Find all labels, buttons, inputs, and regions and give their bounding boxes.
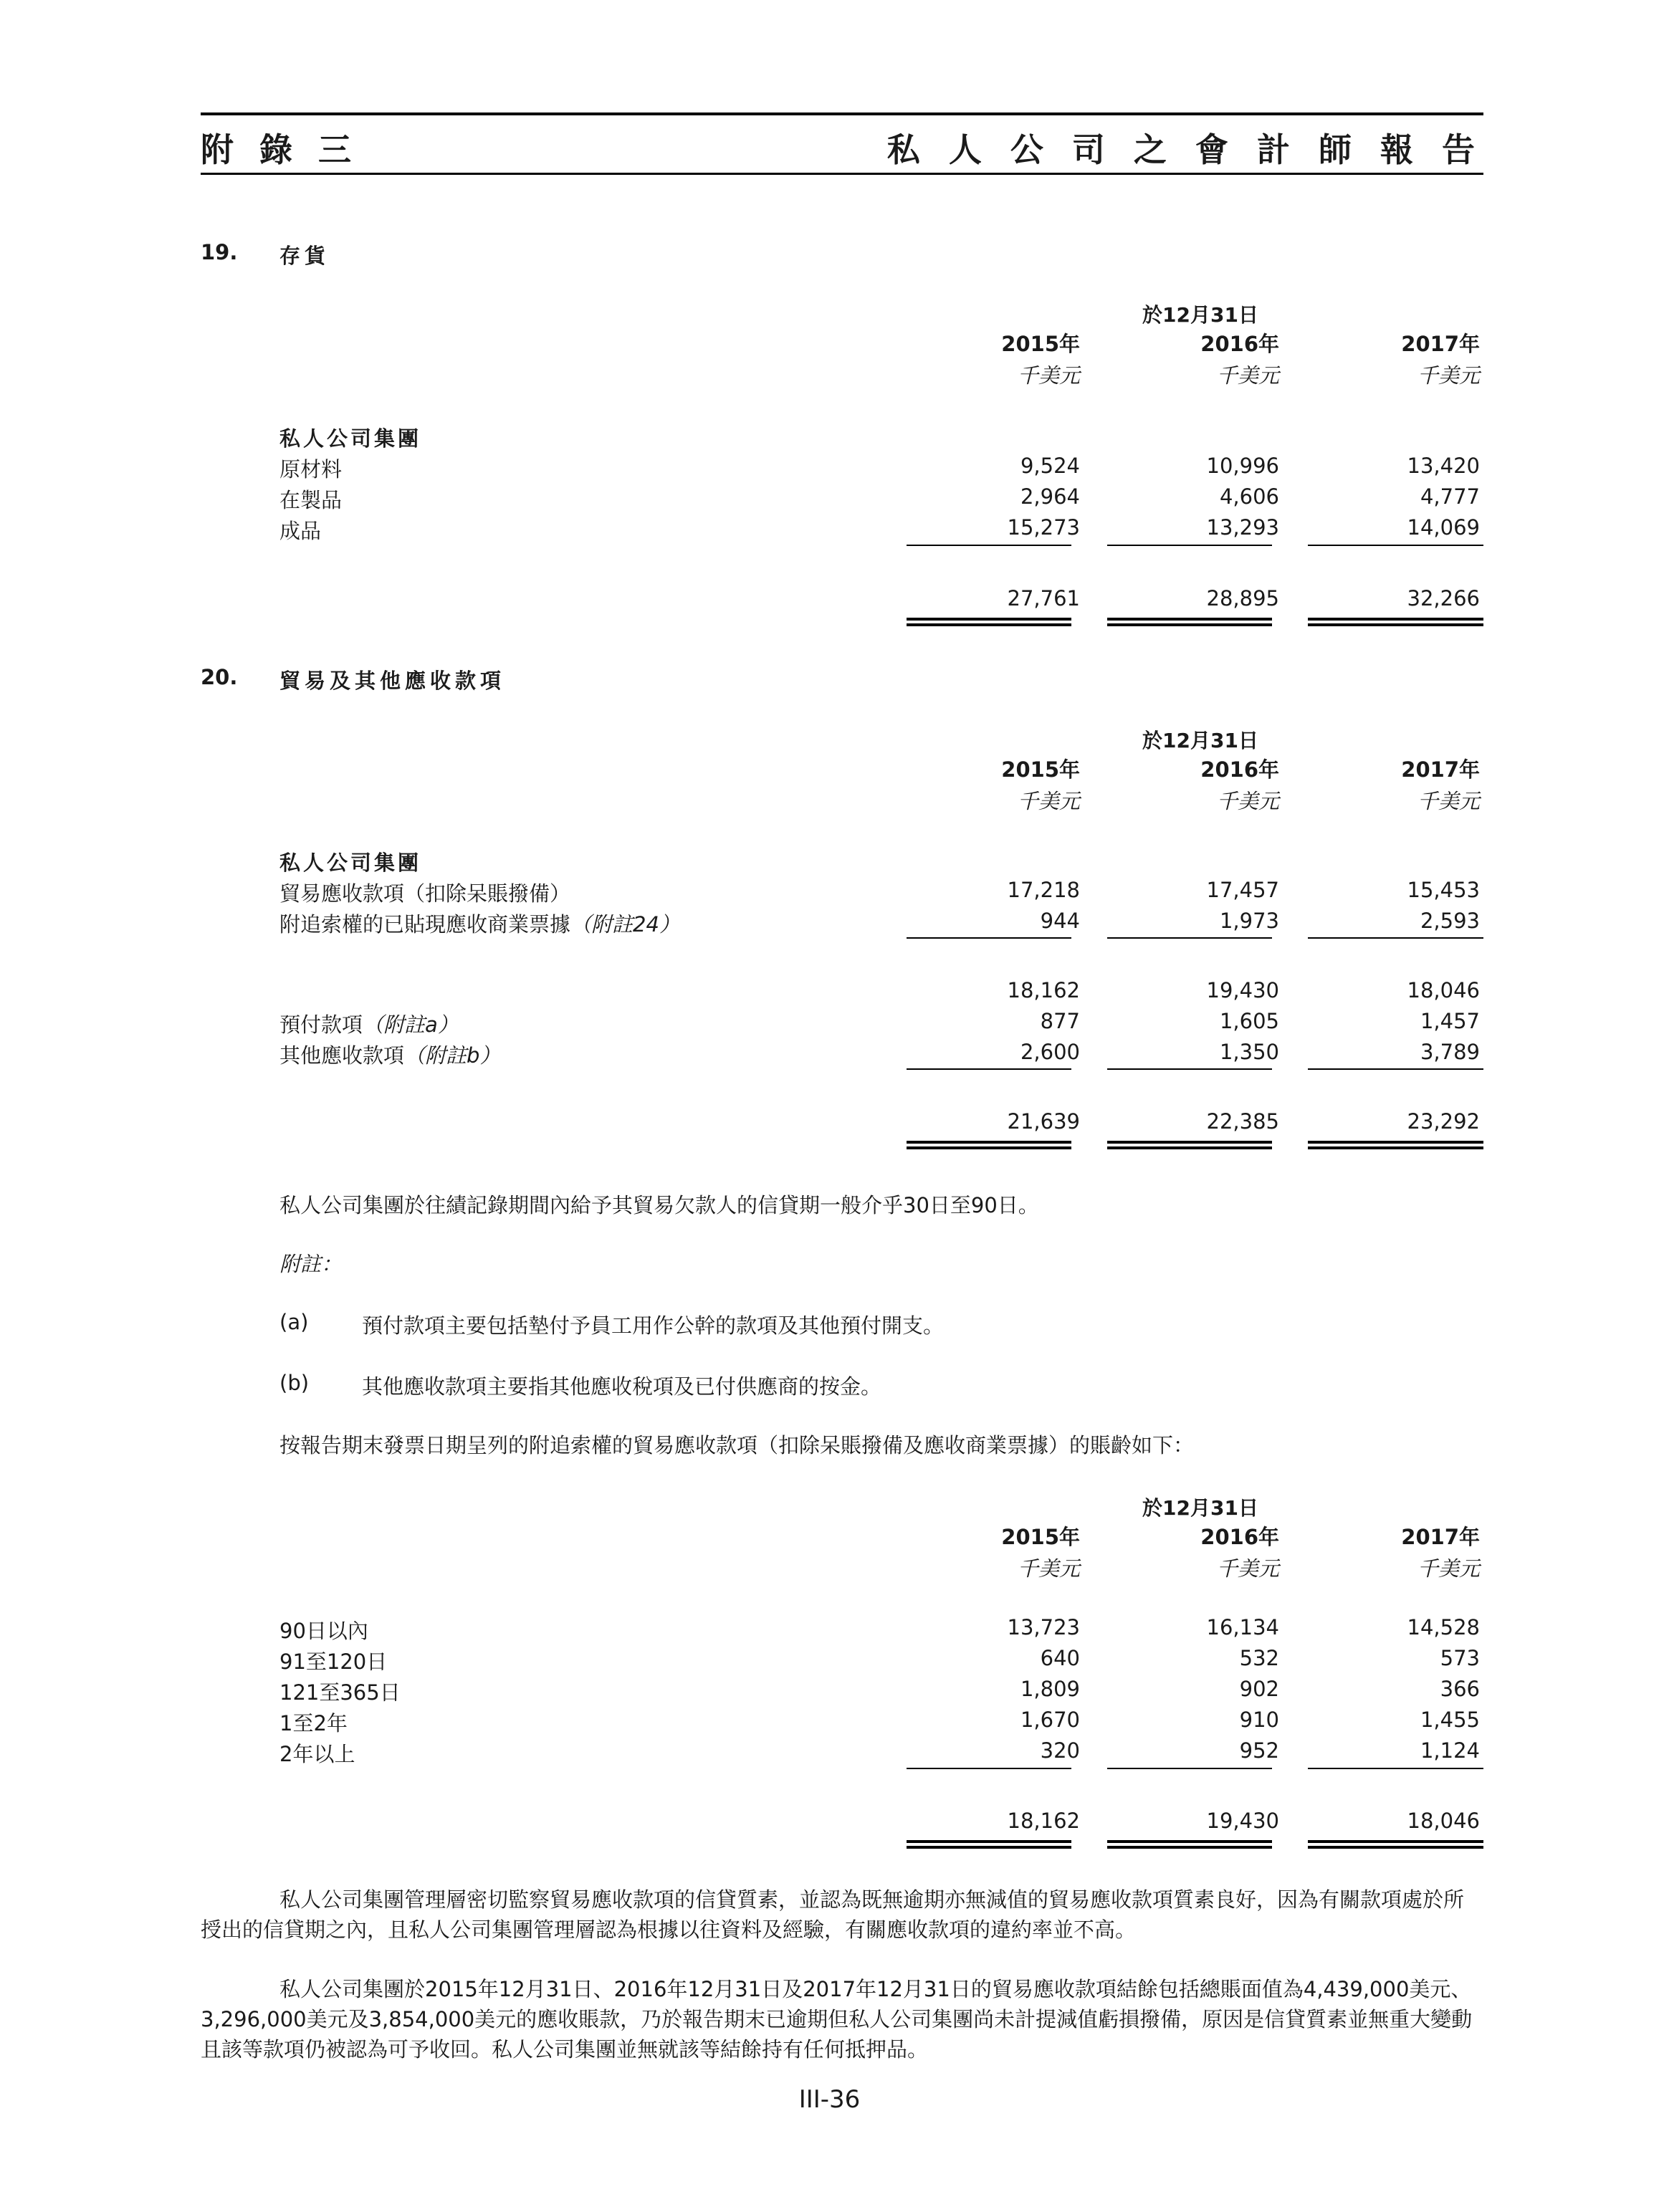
row-label xyxy=(279,1040,500,1069)
cell: 9,524 xyxy=(1020,454,1080,478)
cell: 14,069 xyxy=(1407,515,1480,540)
double-rule xyxy=(907,1840,1071,1849)
cell: 944 xyxy=(1040,909,1080,933)
cell: 14,528 xyxy=(1407,1615,1480,1639)
year-header-2015: 2015年 xyxy=(1001,757,1080,782)
credit-quality-paragraph: 私人公司集團管理層密切監察貿易應收款項的信貸質素，並認為既無逾期亦無減值的貿易應收款項質素良好，因為有關款項處於所授出的信貸期之內，且私人公司集團管理層認為根據以往資料及經驗，有關應收款項的違約率並不高。 xyxy=(201,1887,1465,1942)
cell: 366 xyxy=(1440,1677,1480,1701)
unit-header: 千美元 xyxy=(1216,789,1279,813)
rule xyxy=(1308,937,1483,939)
group-label: 私人公司集團 xyxy=(279,851,422,875)
row-label: 2年以上 xyxy=(279,1742,355,1766)
cell: 532 xyxy=(1239,1646,1279,1670)
past-due-paragraph: 私人公司集團於2015年12月31日、2016年12月31日及2017年12月31日的貿易應收款項結餘包括總賬面值為4,439,000美元、3,296,000美元及3,854,000美元的應收賬款，乃於報告期末已逾期但私人公司集團尚未計提減值虧損撥備，原因是信貸質素並無重大變動且該等款項仍被認為可予收回。私人公司集團並無就該等結餘持有任何抵押品。 xyxy=(201,1977,1473,2062)
rule xyxy=(907,1068,1071,1070)
note-a-text: 預付款項主要包括墊付予員工用作公幹的款項及其他預付開支。 xyxy=(362,1313,945,1338)
page-number: III-36 xyxy=(798,2085,861,2114)
rule xyxy=(1107,1768,1272,1769)
note-b-tag: (b) xyxy=(279,1371,310,1395)
total-cell: 21,639 xyxy=(1007,1109,1080,1134)
total-cell: 18,046 xyxy=(1407,1809,1480,1833)
note-b-text: 其他應收款項主要指其他應收稅項及已付供應商的按金。 xyxy=(362,1374,882,1399)
page-header xyxy=(201,112,1483,175)
double-rule xyxy=(907,618,1071,626)
double-rule xyxy=(1308,1141,1483,1149)
row-label: 91至120日 xyxy=(279,1650,388,1674)
cell: 952 xyxy=(1239,1738,1279,1763)
row-label xyxy=(279,878,570,907)
row-label xyxy=(279,1009,459,1038)
report-title: 私 人 公 司 之 會 計 師 報 告 xyxy=(886,130,1483,169)
rule xyxy=(1308,1068,1483,1070)
cell: 1,124 xyxy=(1420,1738,1480,1763)
year-header-2017: 2017年 xyxy=(1401,1525,1480,1549)
cell: 15,453 xyxy=(1407,878,1480,902)
total-cell: 22,385 xyxy=(1206,1109,1279,1134)
appendix-label: 附 錄 三 xyxy=(201,130,359,169)
double-rule xyxy=(1107,618,1272,626)
year-header-2017: 2017年 xyxy=(1401,332,1480,356)
row-label xyxy=(279,909,680,938)
cell: 2,600 xyxy=(1020,1040,1080,1064)
cell: 902 xyxy=(1239,1677,1279,1701)
subtotal-cell: 18,162 xyxy=(1007,978,1080,1002)
notes-heading: 附註： xyxy=(279,1252,343,1276)
total-cell: 18,162 xyxy=(1007,1809,1080,1833)
cell: 10,996 xyxy=(1206,454,1279,478)
cell: 1,350 xyxy=(1219,1040,1279,1064)
cell: 17,218 xyxy=(1007,878,1080,902)
year-header-2015: 2015年 xyxy=(1001,332,1080,356)
row-label-text: 貿易應收款項（扣除呆賬撥備） xyxy=(279,881,571,906)
total-cell: 27,761 xyxy=(1007,586,1080,611)
note-a-tag: (a) xyxy=(279,1310,309,1334)
unit-header: 千美元 xyxy=(1417,1556,1480,1581)
cell: 910 xyxy=(1239,1708,1279,1732)
cell: 13,293 xyxy=(1206,515,1279,540)
year-header-2016: 2016年 xyxy=(1200,1525,1279,1549)
rule xyxy=(1107,1068,1272,1070)
rule xyxy=(1308,1768,1483,1769)
credit-period-text: 私人公司集團於往績記錄期間內給予其貿易欠款人的信貸期一般介乎30日至90日。 xyxy=(279,1193,1039,1217)
cell: 1,457 xyxy=(1420,1009,1480,1033)
rule xyxy=(907,545,1071,546)
aging-intro: 按報告期末發票日期呈列的附追索權的貿易應收款項（扣除呆賬撥備及應收商業票據）的賬齡如下： xyxy=(279,1433,1195,1457)
year-header-2016: 2016年 xyxy=(1200,332,1279,356)
column-date-header: 於12月31日 xyxy=(1142,729,1258,752)
rule xyxy=(907,937,1071,939)
year-header-2017: 2017年 xyxy=(1401,757,1480,782)
column-date-header: 於12月31日 xyxy=(1142,1496,1258,1520)
group-label: 私人公司集團 xyxy=(279,426,422,451)
double-rule xyxy=(1308,618,1483,626)
double-rule xyxy=(1107,1840,1272,1849)
cell: 4,777 xyxy=(1420,484,1480,509)
cell: 1,809 xyxy=(1020,1677,1080,1701)
note-reference: （附註a） xyxy=(363,1012,459,1037)
total-cell: 32,266 xyxy=(1407,586,1480,611)
section-title: 貿易及其他應收款項 xyxy=(279,669,506,693)
year-header-2015: 2015年 xyxy=(1001,1525,1080,1549)
rule xyxy=(1107,545,1272,546)
double-rule xyxy=(1308,1840,1483,1849)
total-cell: 23,292 xyxy=(1407,1109,1480,1134)
cell: 640 xyxy=(1040,1646,1080,1670)
cell: 1,973 xyxy=(1219,909,1279,933)
row-label-text: 其他應收款項 xyxy=(279,1043,405,1068)
cell: 2,964 xyxy=(1020,484,1080,509)
row-label-text: 預付款項 xyxy=(279,1012,363,1037)
note-reference: （附註b） xyxy=(404,1043,501,1068)
rule xyxy=(1308,545,1483,546)
row-label: 121至365日 xyxy=(279,1680,401,1705)
note-reference: （附註24） xyxy=(570,912,680,937)
cell: 1,605 xyxy=(1219,1009,1279,1033)
cell: 16,134 xyxy=(1206,1615,1279,1639)
unit-header: 千美元 xyxy=(1017,1556,1080,1581)
cell: 13,723 xyxy=(1007,1615,1080,1639)
row-label: 原材料 xyxy=(279,457,343,482)
cell: 320 xyxy=(1040,1738,1080,1763)
subtotal-cell: 19,430 xyxy=(1206,978,1279,1002)
cell: 1,455 xyxy=(1420,1708,1480,1732)
column-date-header: 於12月31日 xyxy=(1142,303,1258,327)
cell: 13,420 xyxy=(1407,454,1480,478)
row-label: 1至2年 xyxy=(279,1711,348,1735)
total-cell: 19,430 xyxy=(1206,1809,1279,1833)
unit-header: 千美元 xyxy=(1216,1556,1279,1581)
cell: 573 xyxy=(1440,1646,1480,1670)
row-label: 成品 xyxy=(279,519,322,543)
cell: 1,670 xyxy=(1020,1708,1080,1732)
cell: 877 xyxy=(1040,1009,1080,1033)
row-label: 90日以內 xyxy=(279,1619,368,1643)
cell: 4,606 xyxy=(1219,484,1279,509)
unit-header: 千美元 xyxy=(1216,363,1279,388)
unit-header: 千美元 xyxy=(1017,363,1080,388)
section-number: 19. xyxy=(201,240,238,264)
unit-header: 千美元 xyxy=(1417,363,1480,388)
rule xyxy=(1107,937,1272,939)
cell: 17,457 xyxy=(1206,878,1279,902)
rule xyxy=(907,1768,1071,1769)
double-rule xyxy=(907,1141,1071,1149)
section-title: 存貨 xyxy=(279,244,330,268)
subtotal-cell: 18,046 xyxy=(1407,978,1480,1002)
total-cell: 28,895 xyxy=(1206,586,1279,611)
year-header-2016: 2016年 xyxy=(1200,757,1279,782)
cell: 2,593 xyxy=(1420,909,1480,933)
cell: 3,789 xyxy=(1420,1040,1480,1064)
row-label-text: 附追索權的已貼現應收商業票據 xyxy=(279,912,571,937)
unit-header: 千美元 xyxy=(1017,789,1080,813)
unit-header: 千美元 xyxy=(1417,789,1480,813)
double-rule xyxy=(1107,1141,1272,1149)
cell: 15,273 xyxy=(1007,515,1080,540)
row-label: 在製品 xyxy=(279,488,343,512)
section-number: 20. xyxy=(201,665,238,689)
